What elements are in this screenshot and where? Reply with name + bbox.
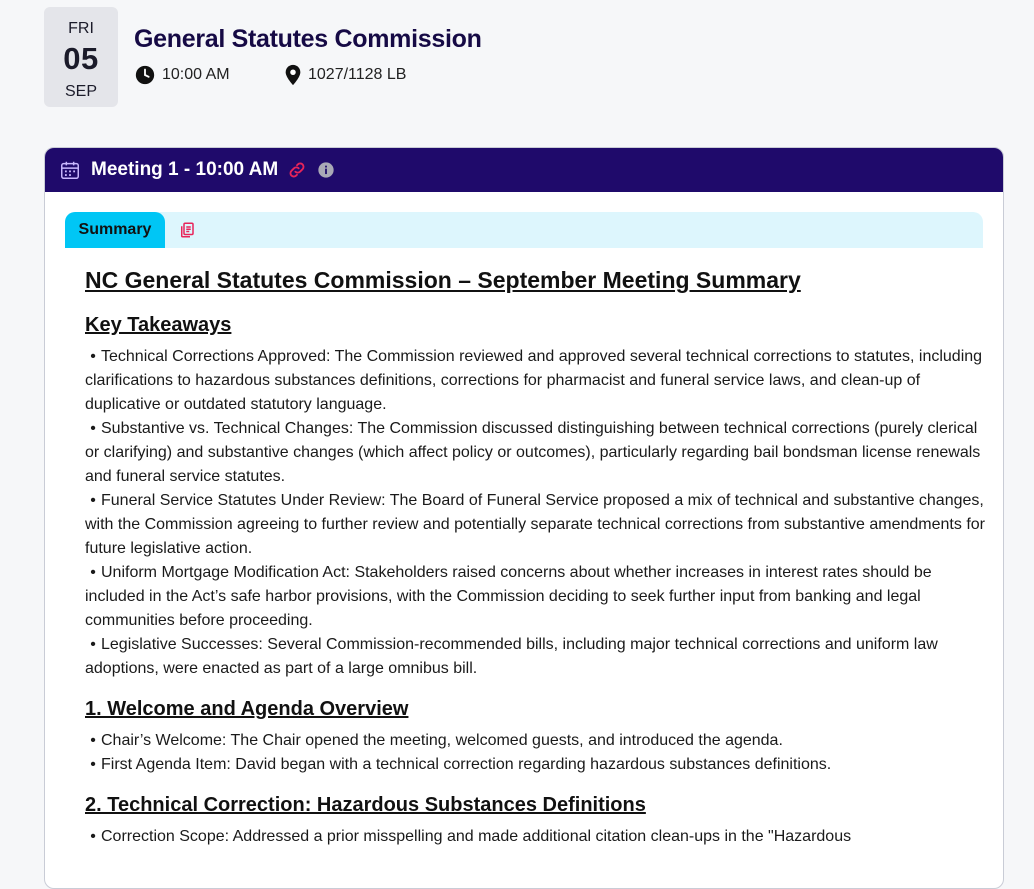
list-item: • Substantive vs. Technical Changes: The Commission discussed distinguishing between technical corrections (purely clerical or clarifying) and substantive changes (which affect policy or outcomes), particularly regarding bail bondsman license renewals and funeral service statutes. bbox=[85, 417, 985, 489]
event-time-text: 10:00 AM bbox=[162, 66, 230, 83]
section-list bbox=[85, 825, 985, 849]
date-month: SEP bbox=[64, 83, 97, 100]
info-icon[interactable] bbox=[317, 161, 335, 179]
list-item: • Chair’s Welcome: The Chair opened the meeting, welcomed guests, and introduced the agenda. bbox=[85, 729, 985, 753]
meeting-header bbox=[45, 148, 1003, 192]
meeting-title: Meeting 1 - 10:00 AM bbox=[91, 159, 279, 180]
meeting-card bbox=[44, 147, 1004, 889]
event-location bbox=[284, 64, 406, 86]
section-list bbox=[85, 345, 985, 681]
location-pin-icon bbox=[284, 64, 302, 86]
clock-icon bbox=[134, 64, 156, 86]
list-item: • First Agenda Item: David began with a technical correction regarding hazardous substances definitions. bbox=[85, 753, 985, 777]
event-time bbox=[134, 64, 230, 86]
date-day: 05 bbox=[63, 41, 99, 76]
calendar-icon bbox=[59, 159, 81, 181]
summary-content bbox=[85, 268, 985, 865]
list-item: • Funeral Service Statutes Under Review: The Board of Funeral Service proposed a mix of technical and substantive changes, with the Commission agreeing to further review and potentially separate technical corrections from substantive amendments for future legislative action. bbox=[85, 489, 985, 561]
section-list bbox=[85, 729, 985, 777]
list-item: • Technical Corrections Approved: The Commission reviewed and approved several technical corrections to statutes, including clarifications to hazardous substances definitions, corrections for pharmacist and funeral service laws, and clean-up of duplicative or outdated statutory language. bbox=[85, 345, 985, 417]
tab-summary[interactable]: Summary bbox=[65, 212, 165, 248]
list-item: • Correction Scope: Addressed a prior misspelling and made additional citation clean-ups in the "Hazardous bbox=[85, 825, 985, 849]
section-heading: 2. Technical Correction: Hazardous Substances Definitions bbox=[85, 794, 646, 817]
link-icon[interactable] bbox=[287, 160, 307, 180]
date-day-of-week: FRI bbox=[68, 20, 94, 37]
list-item: • Uniform Mortgage Modification Act: Stakeholders raised concerns about whether increases in interest rates should be included in the Act’s safe harbor provisions, with the Commission deciding to seek further input from banking and legal communities before proceeding. bbox=[85, 561, 985, 633]
section-heading: 1. Welcome and Agenda Overview bbox=[85, 698, 409, 721]
event-title: General Statutes Commission bbox=[134, 25, 482, 53]
section-heading: Key Takeaways bbox=[85, 314, 232, 337]
event-location-text: 1027/1128 LB bbox=[308, 66, 407, 83]
copy-icon[interactable] bbox=[178, 221, 196, 244]
summary-heading: NC General Statutes Commission – September Meeting Summary bbox=[85, 267, 801, 293]
list-item: • Legislative Successes: Several Commission-recommended bills, including major technical corrections and uniform law adoptions, were enacted as part of a large omnibus bill. bbox=[85, 633, 985, 681]
date-badge bbox=[44, 7, 118, 107]
tab-strip bbox=[65, 212, 983, 248]
